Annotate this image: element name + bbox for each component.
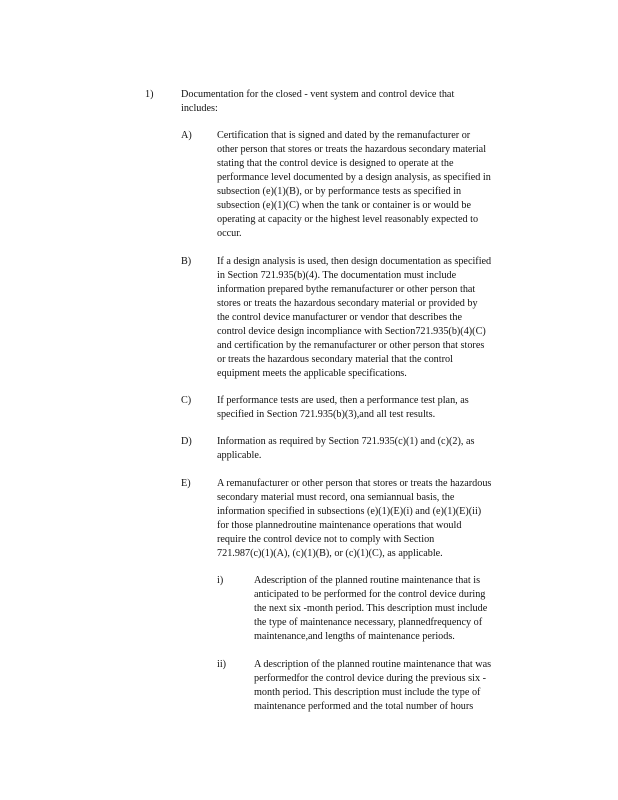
text-line: Information as required by Section 721.935(c)(1) and (c)(2), as [217, 436, 475, 447]
text-line: and certification by the remanufacturer or other person that stores [217, 340, 485, 351]
item-e-i-text [254, 574, 544, 644]
text-line: occur. [217, 228, 242, 239]
text-line: equipment meets the applicable specifications. [217, 368, 407, 379]
text-line: operating at capacity or the highest level reasonably expected to [217, 214, 479, 225]
text-line: information prepared bythe remanufacturer or other person that [217, 284, 476, 295]
text-line: If a design analysis is used, then design documentation as specified [217, 256, 492, 267]
text-line: other person that stores or treats the hazardous secondary material [217, 144, 487, 155]
text-line: Adescription of the planned routine maintenance that is [254, 575, 481, 586]
text-line: If performance tests are used, then a performance test plan, as [217, 395, 469, 406]
text-line: in Section 721.935(b)(4). The documentation must include [217, 270, 457, 281]
text-line: stating that the control device is designed to operate at the [217, 158, 454, 169]
text-line: anticipated to be performed for the control device during [254, 589, 486, 600]
item-b-text [217, 255, 542, 381]
item-d-text [217, 435, 542, 463]
text-line: performedfor the control device during the previous six - [254, 673, 486, 684]
item-e-ii-text [254, 658, 544, 714]
text-line: or treats the hazardous secondary material that the control [217, 354, 453, 365]
item-d-marker: D) [181, 436, 192, 447]
item-e-i-marker: i) [217, 575, 224, 586]
item-1-marker: 1) [145, 89, 154, 100]
item-e-text [217, 477, 542, 561]
text-line: information specified in subsections (e)(1)(E)(i) and (e)(1)(E)(ii) [217, 506, 482, 517]
item-c-marker: C) [181, 395, 192, 406]
item-e-marker: E) [181, 478, 191, 489]
text-line: for those plannedroutine maintenance operations that would [217, 520, 462, 531]
text-line: control device design incompliance with Section721.935(b)(4)(C) [217, 326, 486, 337]
text-line: subsection (e)(1)(B), or by performance tests as specified in [217, 186, 462, 197]
text-line: month period. This description must include the type of [254, 687, 481, 698]
text-line: the next six -month period. This description must include [254, 603, 488, 614]
text-line: stores or treats the hazardous secondary material or provided by [217, 298, 478, 309]
text-line: 721.987(c)(1)(A), (c)(1)(B), or (c)(1)(C), as applicable. [217, 548, 443, 559]
text-line: performance level documented by a design analysis, as specified in [217, 172, 491, 183]
text-line: require the control device not to comply with Section [217, 534, 435, 545]
text-line: A description of the planned routine maintenance that was [254, 659, 492, 670]
item-e-ii-marker: ii) [217, 659, 227, 670]
text-line: secondary material must record, ona semiannual basis, the [217, 492, 455, 503]
text-line: A remanufacturer or other person that stores or treats the hazardous [217, 478, 492, 489]
text-line: applicable. [217, 450, 262, 461]
text-line: maintenance performed and the total number of hours [254, 701, 474, 712]
item-c-text [217, 394, 542, 422]
text-line: subsection (e)(1)(C) when the tank or container is or would be [217, 200, 472, 211]
item-1-text [181, 88, 499, 116]
text-line: the type of maintenance necessary, plannedfrequency of [254, 617, 483, 628]
text-line: includes: [181, 103, 218, 114]
item-a-marker: A) [181, 130, 192, 141]
text-line: Documentation for the closed - vent system and control device that [181, 89, 455, 100]
item-a-text [217, 129, 542, 241]
item-b-marker: B) [181, 256, 192, 267]
text-line: specified in Section 721.935(b)(3),and all test results. [217, 409, 436, 420]
text-line: the control device manufacturer or vendor that describes the [217, 312, 462, 323]
text-line: Certification that is signed and dated by the remanufacturer or [217, 130, 471, 141]
text-line: maintenance,and lengths of maintenance periods. [254, 631, 455, 642]
